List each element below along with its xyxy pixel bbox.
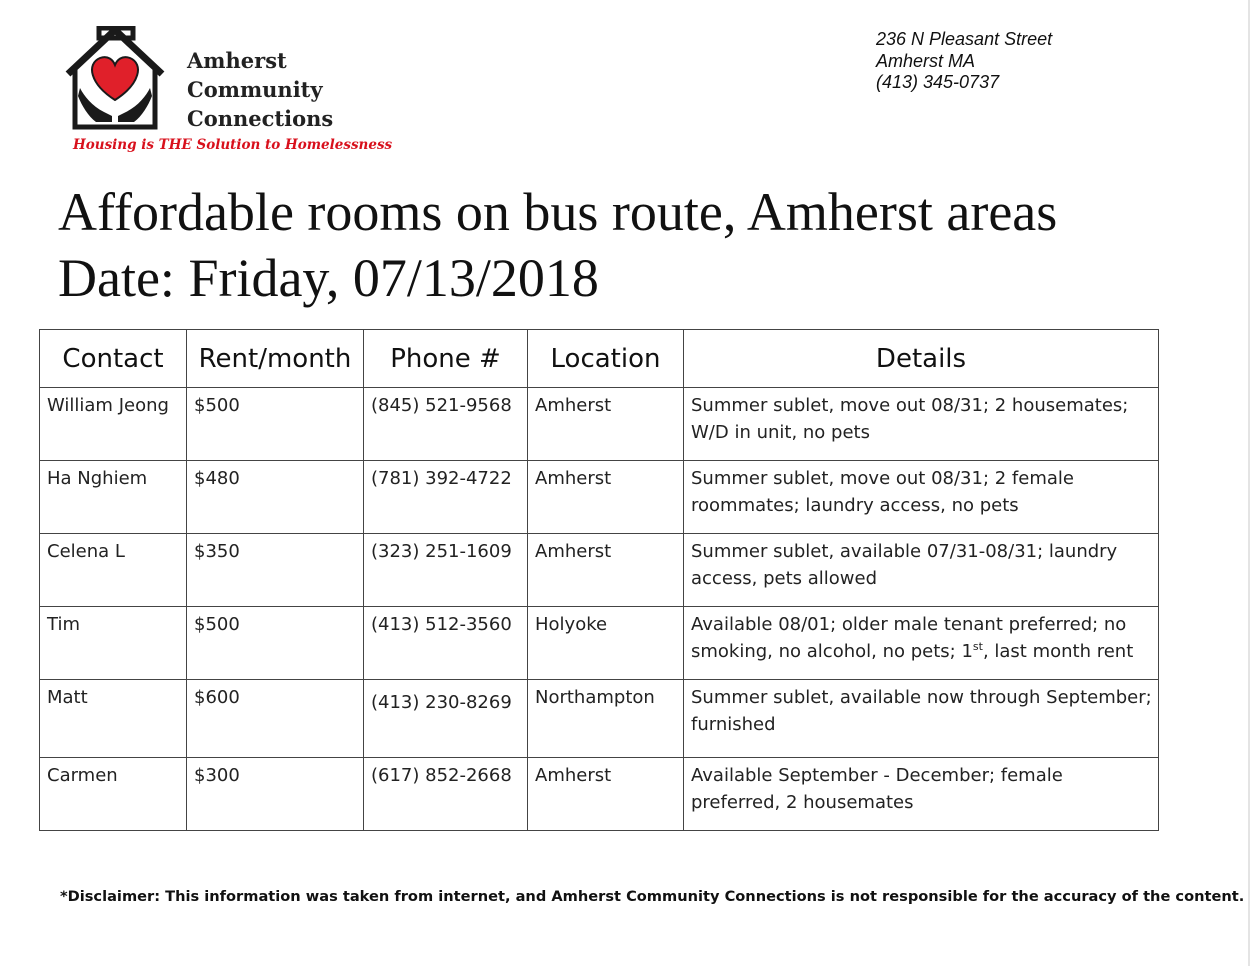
cell-contact: Tim	[40, 607, 187, 680]
table-row	[40, 680, 1159, 758]
org-name-line-3: Connections	[187, 106, 334, 131]
header-details: Details	[684, 330, 1159, 388]
org-name-line-2: Community	[187, 77, 323, 102]
cell-details: Summer sublet, move out 08/31; 2 female roommates; laundry access, no pets	[684, 461, 1159, 534]
cell-details: Summer sublet, available 07/31-08/31; laundry access, pets allowed	[684, 534, 1159, 607]
cell-location: Holyoke	[528, 607, 684, 680]
header-rent: Rent/month	[187, 330, 364, 388]
cell-details: Summer sublet, available now through September; furnished	[684, 680, 1159, 758]
cell-location: Amherst	[528, 388, 684, 461]
cell-rent: $500	[187, 388, 364, 461]
address-street: 236 N Pleasant Street	[876, 29, 1053, 49]
org-logo	[60, 26, 393, 161]
house-heart-hands-icon	[60, 26, 170, 132]
org-name	[187, 46, 333, 133]
cell-phone: (323) 251-1609	[364, 534, 528, 607]
cell-location: Amherst	[528, 461, 684, 534]
cell-contact: William Jeong	[40, 388, 187, 461]
org-name-line-1: Amherst	[187, 48, 287, 73]
cell-rent: $500	[187, 607, 364, 680]
header-phone: Phone #	[364, 330, 528, 388]
table-row	[40, 534, 1159, 607]
cell-details: Summer sublet, move out 08/31; 2 housemates; W/D in unit, no pets	[684, 388, 1159, 461]
org-tagline: Housing is THE Solution to Homelessness	[73, 137, 393, 153]
cell-location: Northampton	[528, 680, 684, 758]
cell-phone: (413) 512-3560	[364, 607, 528, 680]
disclaimer: *Disclaimer: This information was taken from internet, and Amherst Community Connections is not responsible for the accuracy of the content.	[60, 888, 1245, 905]
page-title: Affordable rooms on bus route, Amherst areas	[58, 182, 1058, 242]
cell-details	[684, 607, 1159, 680]
cell-location: Amherst	[528, 534, 684, 607]
page-date: Date: Friday, 07/13/2018	[58, 248, 599, 308]
cell-contact: Matt	[40, 680, 187, 758]
cell-phone: (781) 392-4722	[364, 461, 528, 534]
table-row	[40, 607, 1159, 680]
cell-location: Amherst	[528, 758, 684, 831]
cell-contact: Celena L	[40, 534, 187, 607]
org-address	[876, 29, 1052, 94]
header-location: Location	[528, 330, 684, 388]
cell-phone: (845) 521-9568	[364, 388, 528, 461]
ordinal-suffix: st	[972, 640, 983, 653]
cell-rent: $300	[187, 758, 364, 831]
header-contact: Contact	[40, 330, 187, 388]
table-row	[40, 388, 1159, 461]
table-row	[40, 758, 1159, 831]
cell-phone: (413) 230-8269	[364, 680, 528, 758]
cell-rent: $600	[187, 680, 364, 758]
cell-rent: $480	[187, 461, 364, 534]
cell-rent: $350	[187, 534, 364, 607]
listings-table	[39, 329, 1159, 831]
table-header-row	[40, 330, 1159, 388]
cell-contact: Ha Nghiem	[40, 461, 187, 534]
table-row	[40, 461, 1159, 534]
details-text: Available 08/01; older male tenant preferred; no smoking, no alcohol, no pets; 1	[691, 614, 1127, 662]
cell-details: Available September - December; female preferred, 2 housemates	[684, 758, 1159, 831]
cell-phone: (617) 852-2668	[364, 758, 528, 831]
address-phone: (413) 345-0737	[876, 72, 1000, 92]
details-text-end: , last month rent	[982, 641, 1134, 662]
address-city: Amherst MA	[876, 50, 976, 71]
cell-contact: Carmen	[40, 758, 187, 831]
